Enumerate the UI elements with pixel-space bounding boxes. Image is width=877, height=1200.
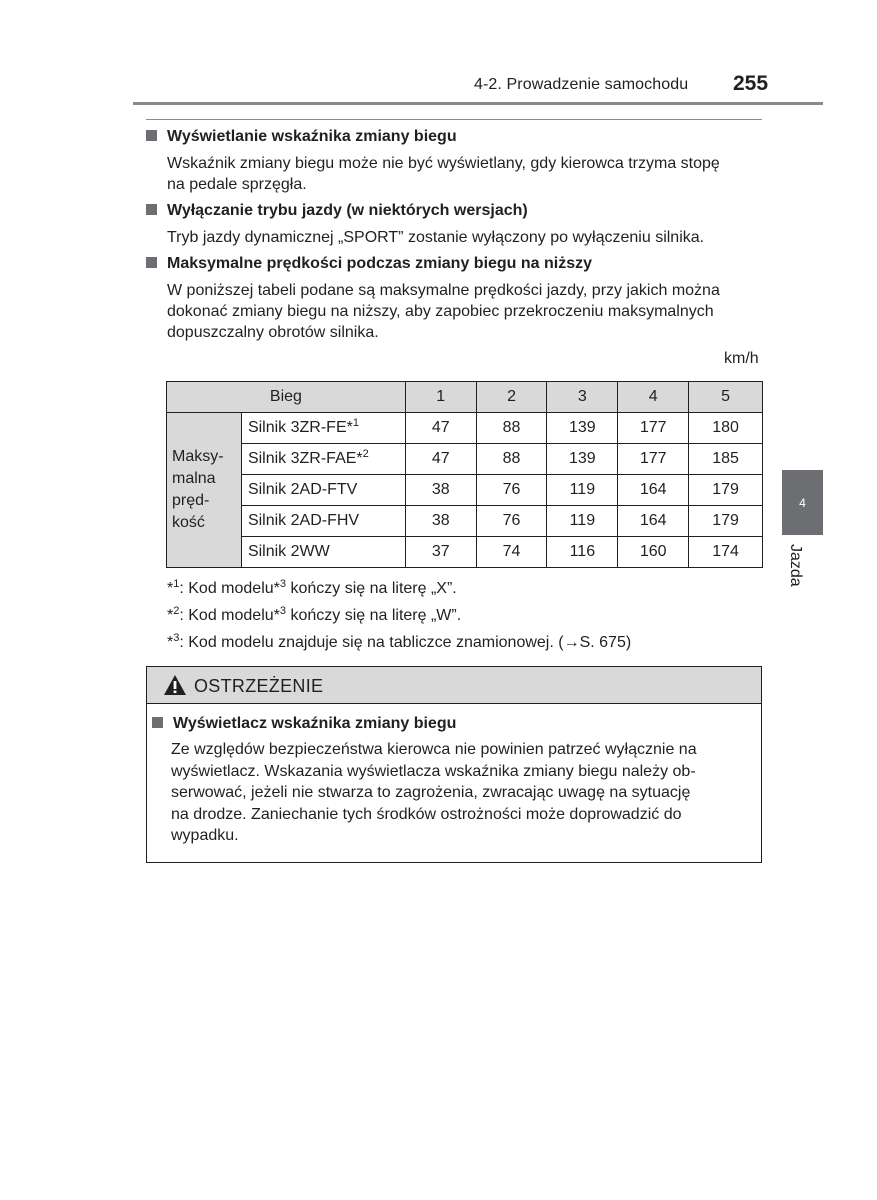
section-paragraph-1: [167, 153, 763, 195]
warning-line: na drodze. Zaniechanie tych środków ostrożności może doprowadzić do: [171, 805, 682, 823]
section-heading-text: Wyświetlanie wskaźnika zmiany biegu: [167, 128, 457, 145]
footnote-number: 1: [173, 578, 180, 590]
warning-header: [147, 667, 761, 704]
engine-name: Silnik 2AD-FTV: [247, 481, 358, 498]
square-bullet-icon: [146, 204, 157, 215]
warning-triangle-icon: [163, 674, 187, 696]
warning-box: [146, 666, 762, 863]
square-bullet-icon: [152, 717, 163, 728]
header-rule: [133, 102, 823, 105]
footnote-ref: 3: [279, 578, 286, 590]
gear-header: 5: [689, 382, 763, 413]
gear-header: 4: [618, 382, 689, 413]
speed-cell: 47: [405, 444, 476, 475]
speed-cell: 179: [689, 506, 763, 537]
paragraph-line: dokonać zmiany biegu na niższy, aby zapobiec przekroczeniu maksymalnych: [167, 303, 714, 320]
row-header-line: Maksy-: [172, 448, 224, 465]
engine-name-cell: [241, 475, 405, 506]
speed-cell: 38: [405, 475, 476, 506]
speed-cell: 160: [618, 537, 689, 568]
gear-header: 2: [476, 382, 547, 413]
row-header-line: kość: [172, 514, 205, 531]
warning-text: [171, 739, 747, 847]
row-header-line: pręd-: [172, 492, 210, 509]
table-row: [167, 506, 763, 537]
footnote-text: kończy się na literę „W”.: [286, 607, 462, 624]
chapter-label: Jazda: [787, 544, 804, 587]
footnote-mark: *: [167, 634, 174, 651]
engine-name: Silnik 3ZR-FAE*: [247, 450, 363, 467]
section-paragraph-2: [167, 227, 763, 248]
footnote-number: 2: [173, 605, 180, 617]
speed-cell: 88: [476, 444, 547, 475]
section-heading-text: Maksymalne prędkości podczas zmiany biegu na niższy: [167, 255, 593, 272]
footnote-text: : Kod modelu znajduje się na tabliczce znamionowej. (: [179, 634, 564, 651]
footnote-text: : Kod modelu*: [179, 580, 280, 597]
speed-cell: 38: [405, 506, 476, 537]
paragraph-line: na pedale sprzęgła.: [167, 176, 307, 193]
row-group-header: [167, 413, 242, 568]
section-heading-text: Wyłączanie trybu jazdy (w niektórych wersjach): [167, 202, 528, 219]
content-rule: [146, 119, 762, 120]
page-number: 255: [733, 72, 769, 95]
speed-cell: 74: [476, 537, 547, 568]
chapter-tab: [782, 470, 823, 535]
warning-line: wyświetlacz. Wskazania wyświetlacza wskaźnika zmiany biegu należy ob-: [171, 762, 696, 780]
warning-line: wypadku.: [171, 827, 239, 844]
gear-header: 3: [547, 382, 618, 413]
engine-name: Silnik 2WW: [247, 543, 330, 560]
warning-heading: [152, 715, 456, 733]
footnote-text: kończy się na literę „X”.: [286, 580, 457, 597]
speed-cell: 177: [618, 444, 689, 475]
square-bullet-icon: [146, 130, 157, 141]
section-heading-1: [146, 128, 457, 146]
warning-line: serwować, jeżeli nie stwarza to zagrożenia, zwracając uwagę na sytuację: [171, 784, 691, 801]
table-row: [167, 413, 763, 444]
table-row: [167, 475, 763, 506]
footnote-1: [167, 580, 457, 598]
gear-header: 1: [405, 382, 476, 413]
footnote-2: [167, 607, 461, 625]
section-paragraph-3: [167, 280, 763, 343]
engine-name-cell: [241, 506, 405, 537]
speed-cell: 76: [476, 475, 547, 506]
speed-cell: 164: [618, 506, 689, 537]
footnote-3: [167, 634, 631, 652]
section-heading-2: [146, 202, 528, 220]
section-header: 4-2. Prowadzenie samochodu: [474, 76, 689, 93]
warning-title: OSTRZEŻENIE: [194, 676, 324, 696]
row-header-line: malna: [172, 470, 216, 487]
speed-table: [166, 381, 763, 568]
speed-cell: 47: [405, 413, 476, 444]
paragraph-line: Tryb jazdy dynamicznej „SPORT” zostanie wyłączony po wyłączeniu silnika.: [167, 229, 705, 246]
footnote-text: →S. 675): [563, 634, 632, 651]
square-bullet-icon: [146, 257, 157, 268]
engine-name: Silnik 2AD-FHV: [247, 512, 360, 529]
engine-name-cell: [241, 413, 405, 444]
footnote-ref: 2: [362, 448, 369, 460]
footnote-mark: *: [167, 580, 174, 597]
speed-cell: 116: [547, 537, 618, 568]
engine-name-cell: [241, 537, 405, 568]
warning-line: Ze względów bezpieczeństwa kierowca nie powinien patrzeć wyłącznie na: [171, 741, 697, 758]
paragraph-line: dopuszczalny obrotów silnika.: [167, 324, 379, 341]
footnote-mark: *: [167, 607, 174, 624]
paragraph-line: Wskaźnik zmiany biegu może nie być wyświetlany, gdy kierowca trzyma stopę: [167, 155, 720, 172]
speed-cell: 185: [689, 444, 763, 475]
footnote-number: 3: [173, 632, 180, 644]
speed-cell: 139: [547, 413, 618, 444]
table-row: [167, 537, 763, 568]
speed-cell: 164: [618, 475, 689, 506]
footnote-text: : Kod modelu*: [179, 607, 280, 624]
speed-cell: 119: [547, 475, 618, 506]
speed-cell: 179: [689, 475, 763, 506]
table-corner-label: Bieg: [167, 382, 406, 413]
footnote-ref: 3: [279, 605, 286, 617]
speed-cell: 88: [476, 413, 547, 444]
engine-name: Silnik 3ZR-FE*: [247, 419, 353, 436]
speed-cell: 180: [689, 413, 763, 444]
speed-cell: 177: [618, 413, 689, 444]
warning-heading-text: Wyświetlacz wskaźnika zmiany biegu: [173, 715, 457, 732]
speed-cell: 119: [547, 506, 618, 537]
speed-cell: 37: [405, 537, 476, 568]
paragraph-line: W poniższej tabeli podane są maksymalne prędkości jazdy, przy jakich można: [167, 282, 720, 299]
table-header-row: [167, 382, 763, 413]
section-heading-3: [146, 255, 592, 273]
table-unit: km/h: [724, 350, 759, 367]
table-row: [167, 444, 763, 475]
speed-cell: 139: [547, 444, 618, 475]
engine-name-cell: [241, 444, 405, 475]
chapter-number: 4: [799, 495, 806, 510]
speed-cell: 76: [476, 506, 547, 537]
speed-cell: 174: [689, 537, 763, 568]
footnote-ref: 1: [352, 417, 359, 429]
